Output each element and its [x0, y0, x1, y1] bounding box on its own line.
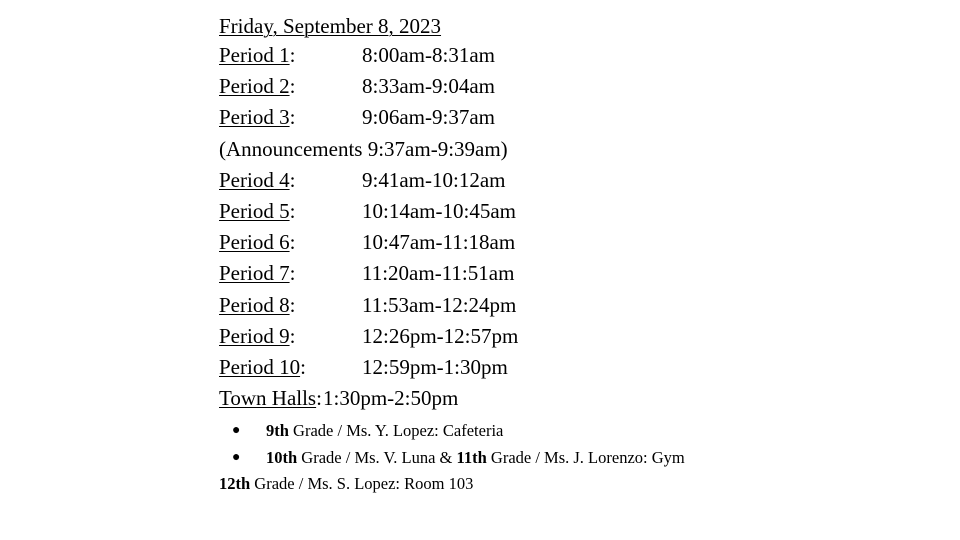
list-item	[219, 417, 746, 444]
period-row-2	[219, 71, 819, 102]
grade-bold: 12th	[219, 474, 251, 494]
period-row-10	[219, 352, 819, 383]
list-item-text: Grade / Ms. Y. Lopez: Cafeteria	[288, 421, 504, 441]
list-item-text: Grade / Ms. J. Lorenzo: Gym	[486, 448, 685, 468]
period-name: Period 8	[219, 292, 290, 317]
bullet-icon: ●	[232, 423, 241, 439]
period-time: 12:59pm-1:30pm	[362, 354, 508, 379]
colon: :	[289, 230, 296, 255]
period-label-cell	[219, 196, 362, 227]
grade-bold: 11th	[456, 448, 487, 468]
colon: :	[289, 167, 296, 192]
location-text: Grade / Ms. S. Lopez: Room 103	[250, 474, 474, 494]
period-label-cell	[219, 102, 362, 133]
list-item	[219, 444, 746, 471]
period-label-cell	[219, 165, 362, 196]
period-time: 8:00am-8:31am	[362, 43, 495, 67]
period-label-cell	[219, 40, 362, 71]
colon: :	[289, 292, 296, 317]
period-time: 9:41am-10:12am	[362, 167, 506, 192]
colon: :	[300, 354, 306, 379]
period-row-7	[219, 258, 819, 289]
list-item-text: Grade / Ms. V. Luna &	[297, 448, 457, 468]
bullet-icon: ●	[232, 450, 241, 466]
period-time: 12:26pm-12:57pm	[362, 323, 519, 348]
town-halls-row	[219, 383, 819, 414]
period-name: Period 9	[219, 323, 290, 348]
announcements-row	[219, 134, 819, 165]
period-row-6	[219, 227, 819, 258]
period-name: Period 1	[219, 43, 290, 67]
town-halls-locations-list	[219, 417, 819, 471]
period-row-9	[219, 321, 819, 352]
grade-bold: 10th	[266, 448, 298, 468]
colon: :	[289, 261, 296, 286]
period-label-cell	[219, 258, 362, 289]
period-time: 11:20am-11:51am	[362, 261, 515, 286]
grade-bold: 9th	[266, 421, 289, 441]
colon: :	[289, 105, 296, 130]
colon: :	[289, 74, 296, 99]
period-name: Period 2	[219, 74, 290, 99]
period-name: Period 5	[219, 198, 290, 223]
announcements-text: (Announcements 9:37am-9:39am)	[219, 136, 508, 161]
period-time: 11:53am-12:24pm	[362, 292, 517, 317]
period-time: 9:06am-9:37am	[362, 105, 495, 130]
period-label-cell	[219, 71, 362, 102]
colon: :	[289, 43, 296, 67]
colon: :	[289, 323, 296, 348]
period-name: Period 6	[219, 230, 290, 255]
period-label-cell	[219, 227, 362, 258]
period-time: 10:14am-10:45am	[362, 198, 516, 223]
period-row-3	[219, 102, 819, 133]
period-row-4	[219, 165, 819, 196]
period-row-1	[219, 40, 819, 71]
senior-location-line	[219, 470, 819, 497]
town-halls-label: Town Halls	[219, 386, 317, 411]
period-name: Period 10	[219, 354, 301, 379]
schedule-date-heading: Friday, September 8, 2023	[219, 14, 442, 38]
town-halls-label-cell	[219, 383, 323, 414]
schedule-document	[219, 12, 819, 497]
period-name: Period 3	[219, 105, 290, 130]
period-label-cell	[219, 321, 362, 352]
period-label-cell	[219, 352, 362, 383]
colon: :	[289, 198, 296, 223]
town-halls-time: 1:30pm-2:50pm	[323, 386, 459, 411]
period-row-5	[219, 196, 819, 227]
period-row-8	[219, 290, 819, 321]
period-label-cell	[219, 290, 362, 321]
period-time: 8:33am-9:04am	[362, 74, 495, 99]
colon: :	[316, 386, 322, 411]
period-name: Period 7	[219, 261, 290, 286]
period-time: 10:47am-11:18am	[362, 230, 516, 255]
period-name: Period 4	[219, 167, 290, 192]
